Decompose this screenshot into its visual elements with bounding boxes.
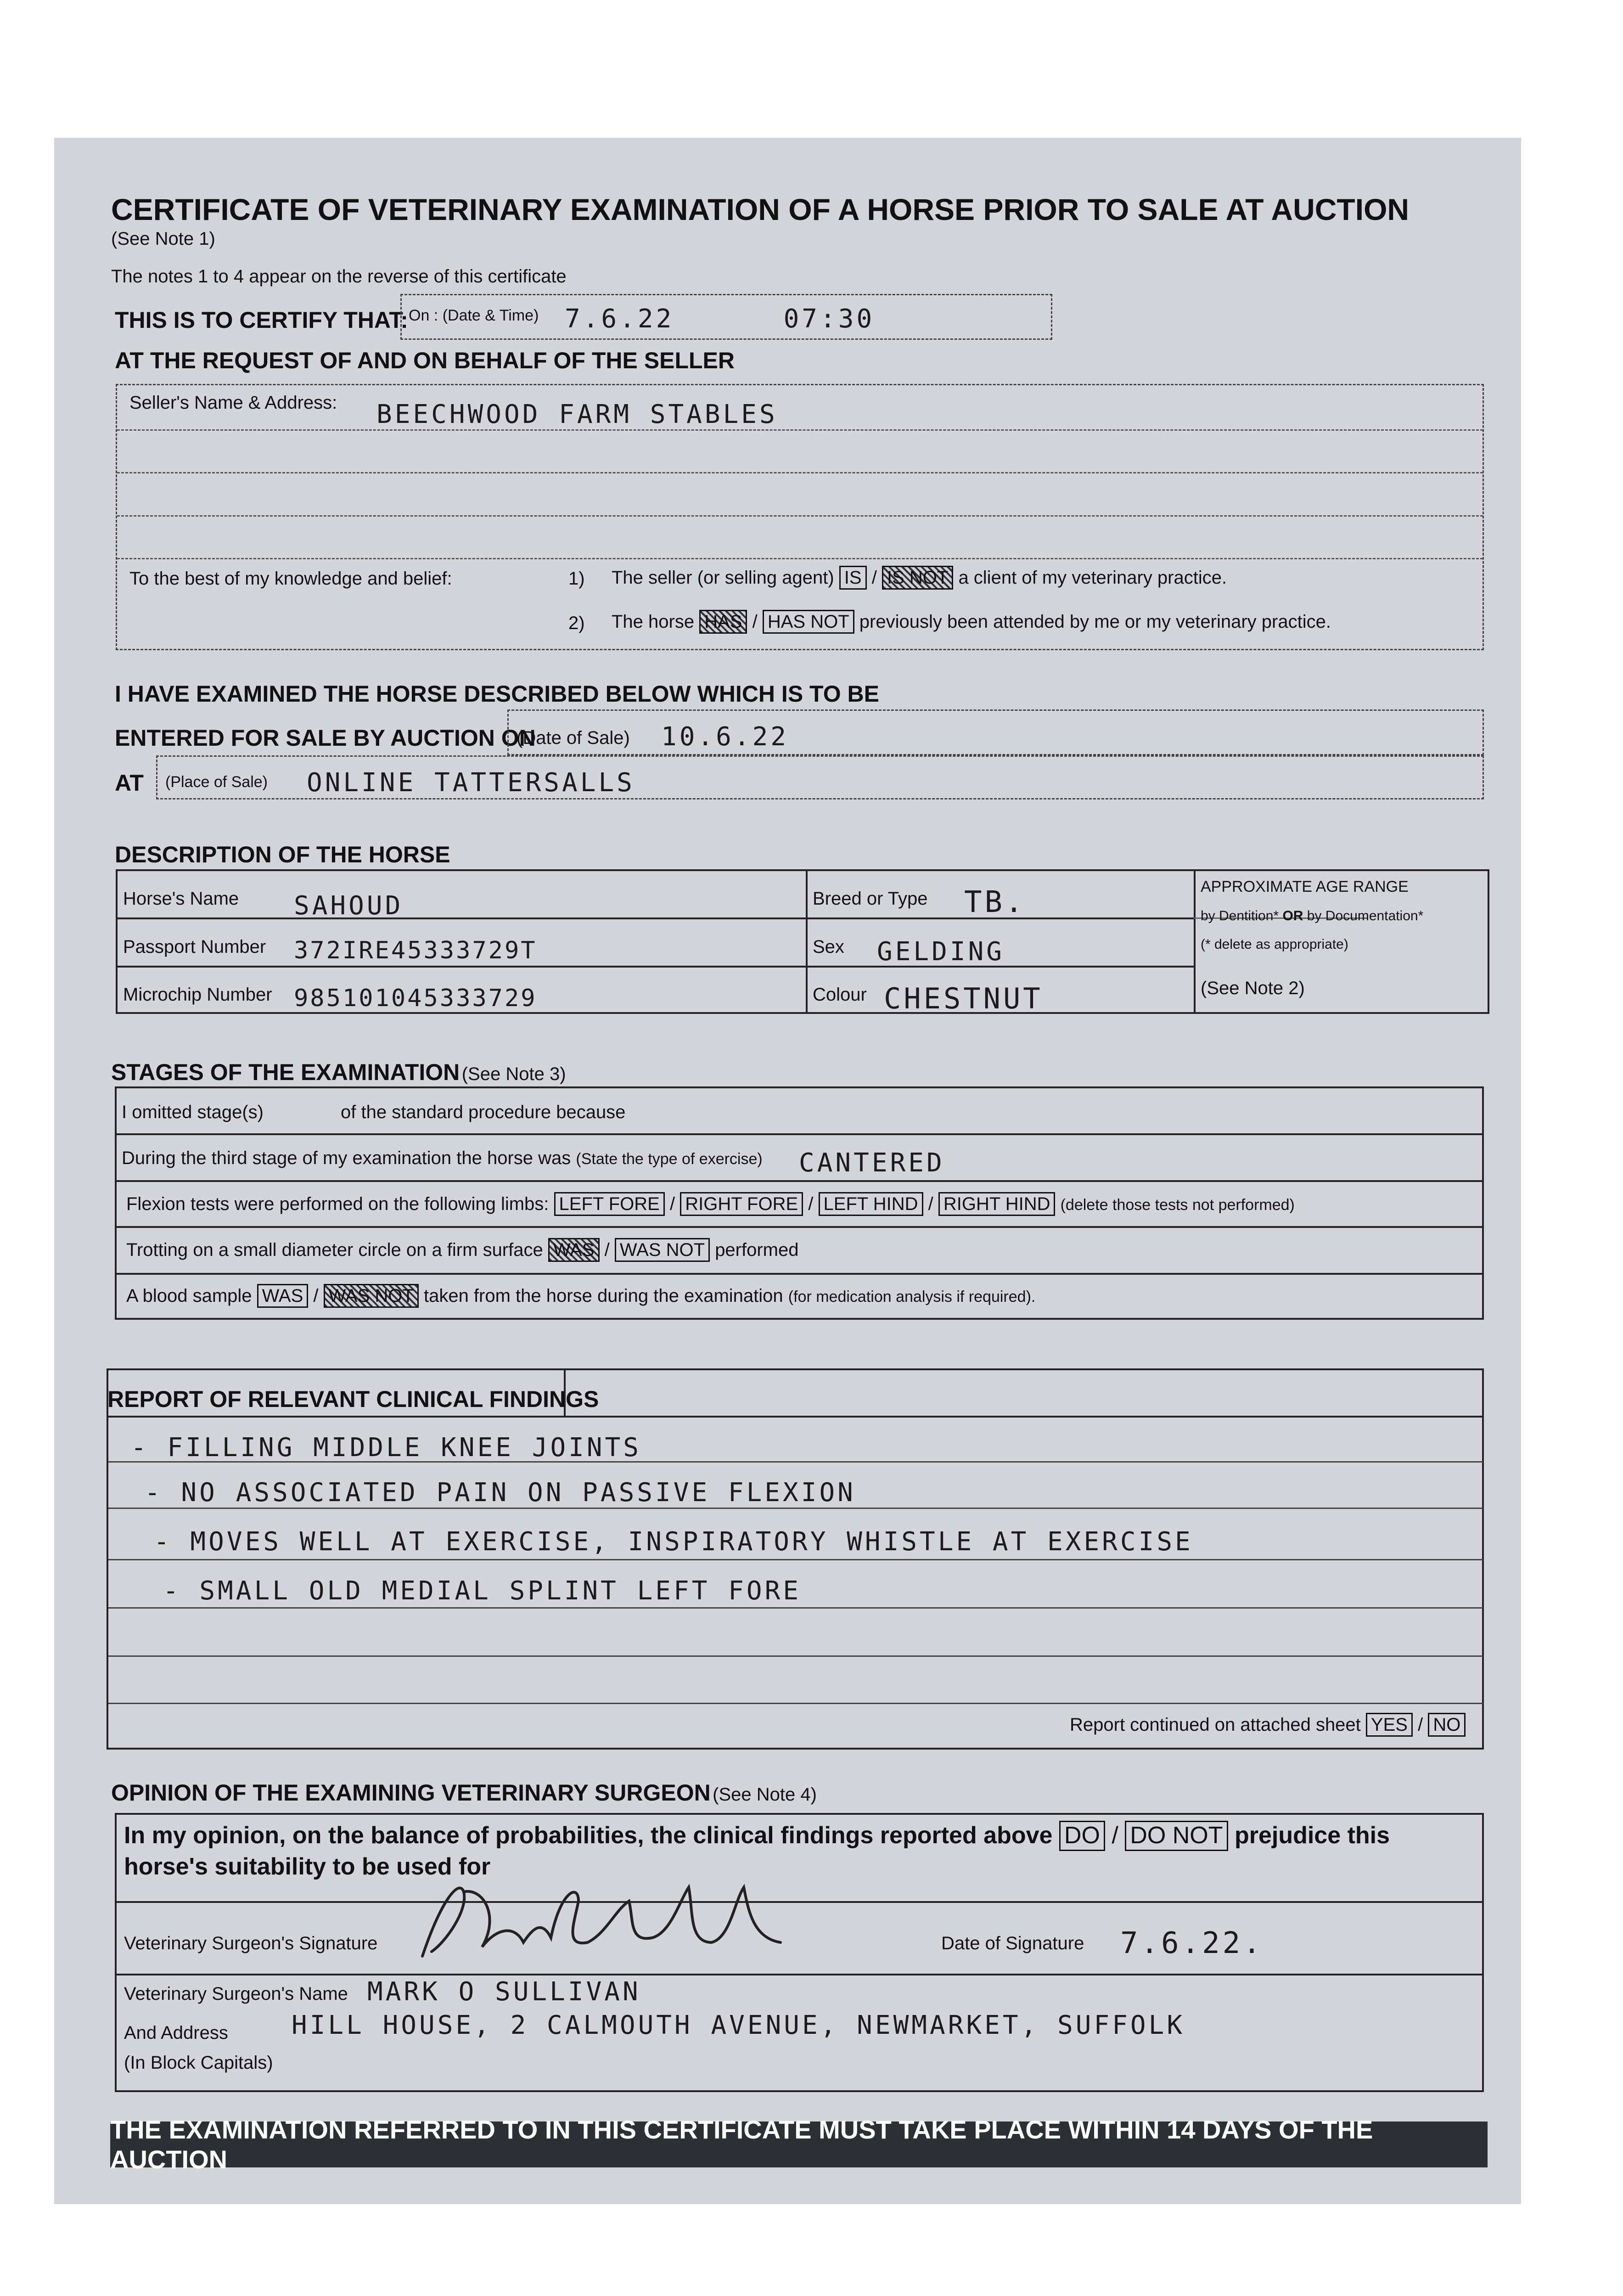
item1-number: 1)	[568, 568, 585, 589]
entered-line: ENTERED FOR SALE BY AUCTION ON	[115, 725, 536, 751]
horse-name-value: SAHOUD	[294, 891, 404, 921]
option-has-struck[interactable]: HAS	[699, 610, 747, 634]
item2-row	[612, 610, 1331, 634]
passport-label: Passport Number	[123, 937, 266, 957]
slash: /	[1112, 1822, 1118, 1849]
opinion-text-b: prejudice this	[1234, 1822, 1390, 1849]
date-time-label: On : (Date & Time)	[409, 307, 539, 324]
third-stage-value: CANTERED	[799, 1148, 945, 1178]
microchip-value: 985101045333729	[294, 985, 537, 1012]
request-line: AT THE REQUEST OF AND ON BEHALF OF THE SELLER	[115, 348, 735, 373]
omitted-label: I omitted stage(s)	[122, 1102, 264, 1122]
opinion-heading-row	[111, 1779, 817, 1806]
examined-line: I HAVE EXAMINED THE HORSE DESCRIBED BELOW WHICH IS TO BE	[115, 681, 879, 707]
omitted-reason-label: of the standard procedure because	[341, 1102, 626, 1122]
blood-hint: (for medication analysis if required).	[788, 1288, 1036, 1306]
report-heading: REPORT OF RELEVANT CLINICAL FINDINGS	[107, 1386, 599, 1412]
report-line-4: - SMALL OLD MEDIAL SPLINT LEFT FORE	[163, 1576, 802, 1606]
footer-banner: THE EXAMINATION REFERRED TO IN THIS CERTIFICATE MUST TAKE PLACE WITHIN 14 DAYS OF THE AUCTION	[110, 2122, 1488, 2167]
report-continued-label: Report continued on attached sheet	[1070, 1715, 1361, 1735]
opinion-do[interactable]: DO	[1059, 1821, 1105, 1851]
age-by-documentation: by Documentation*	[1303, 908, 1424, 923]
block-capitals-note: (In Block Capitals)	[124, 2053, 273, 2073]
trotting-post: performed	[715, 1240, 799, 1260]
slash: /	[669, 1194, 675, 1214]
flexion-row	[126, 1192, 1295, 1216]
colour-label: Colour	[813, 985, 867, 1005]
seller-label: Seller's Name & Address:	[129, 393, 337, 413]
notes-line: The notes 1 to 4 appear on the reverse of this certificate	[111, 266, 567, 287]
sex-label: Sex	[813, 937, 844, 957]
address-label: And Address	[124, 2023, 228, 2043]
report-line-1: - FILLING MIDDLE KNEE JOINTS	[131, 1433, 642, 1463]
knowledge-label: To the best of my knowledge and belief:	[129, 568, 452, 589]
item2-post: previously been attended by me or my veterinary practice.	[859, 612, 1331, 632]
trotting-row	[126, 1238, 799, 1262]
microchip-label: Microchip Number	[123, 985, 272, 1005]
slash: /	[313, 1286, 319, 1306]
sale-date-field[interactable]	[507, 709, 1484, 755]
at-label: AT	[115, 770, 144, 796]
age-or: OR	[1282, 908, 1303, 923]
passport-value: 372IRE45333729T	[294, 937, 537, 964]
slash: /	[604, 1240, 610, 1260]
item2-number: 2)	[568, 613, 585, 633]
sale-date-label: (Date of Sale)	[517, 728, 630, 748]
signature-date-label: Date of Signature	[941, 1933, 1084, 1953]
sex-value: GELDING	[877, 937, 1005, 967]
flexion-left-fore[interactable]: LEFT FORE	[554, 1192, 665, 1216]
item1-post: a client of my veterinary practice.	[958, 568, 1227, 588]
certificate-title: CERTIFICATE OF VETERINARY EXAMINATION OF A HORSE PRIOR TO SALE AT AUCTION	[111, 192, 1410, 226]
blood-was[interactable]: WAS	[257, 1284, 309, 1308]
flexion-left-hind[interactable]: LEFT HIND	[819, 1192, 923, 1216]
flexion-right-fore[interactable]: RIGHT FORE	[680, 1192, 803, 1216]
option-is[interactable]: IS	[839, 566, 867, 590]
opinion-text-a: In my opinion, on the balance of probabilities, the clinical findings reported above	[124, 1822, 1053, 1849]
stages-heading-row	[111, 1059, 566, 1086]
description-heading: DESCRIPTION OF THE HORSE	[115, 842, 450, 867]
blood-label: A blood sample	[126, 1286, 252, 1306]
seller-value: BEECHWOOD FARM STABLES	[376, 400, 778, 429]
colour-value: CHESTNUT	[884, 982, 1043, 1015]
opinion-text-row	[124, 1821, 1390, 1851]
breed-label: Breed or Type	[813, 889, 928, 909]
opinion-text-c: horse's suitability to be used for	[124, 1853, 491, 1880]
report-continued-no[interactable]: NO	[1428, 1713, 1466, 1737]
sale-date-value: 10.6.22	[661, 722, 789, 752]
blood-was-not-struck[interactable]: WAS NOT	[324, 1284, 419, 1308]
report-line-2: - NO ASSOCIATED PAIN ON PASSIVE FLEXION	[145, 1478, 856, 1508]
slash: /	[752, 612, 758, 632]
slash: /	[1418, 1715, 1423, 1735]
age-by-dentition: by Dentition*	[1201, 908, 1283, 923]
date-time-value: 7.6.22 07:30	[565, 304, 875, 334]
opinion-note: (See Note 4)	[713, 1784, 817, 1805]
signature-image	[413, 1874, 790, 1965]
blood-post: taken from the horse during the examination	[423, 1286, 783, 1306]
age-delete-note: (* delete as appropriate)	[1201, 937, 1348, 952]
item2-pre: The horse	[612, 612, 695, 632]
report-continued-yes[interactable]: YES	[1366, 1713, 1413, 1737]
stages-heading: STAGES OF THE EXAMINATION	[111, 1059, 460, 1085]
stages-note: (See Note 3)	[461, 1064, 566, 1084]
item1-row	[612, 566, 1227, 590]
trotting-was-struck[interactable]: WAS	[548, 1238, 600, 1262]
item1-pre: The seller (or selling agent)	[612, 568, 834, 588]
breed-value: TB.	[964, 885, 1026, 919]
age-see-note: (See Note 2)	[1201, 978, 1305, 998]
trotting-label: Trotting on a small diameter circle on a firm surface	[126, 1240, 543, 1260]
report-continued-row	[1070, 1713, 1466, 1737]
certify-label: THIS IS TO CERTIFY THAT:	[115, 307, 408, 333]
slash: /	[808, 1194, 814, 1214]
opinion-do-not[interactable]: DO NOT	[1125, 1821, 1228, 1851]
third-stage-label: During the third stage of my examination the horse was	[122, 1148, 571, 1168]
address-value: HILL HOUSE, 2 CALMOUTH AVENUE, NEWMARKET, SUFFOLK	[292, 2010, 1185, 2040]
surgeon-name-value: MARK O SULLIVAN	[367, 1977, 641, 2007]
blood-row	[126, 1284, 1035, 1308]
sale-place-value: ONLINE TATTERSALLS	[307, 768, 635, 798]
surgeon-name-label: Veterinary Surgeon's Name	[124, 1984, 348, 2004]
slash: /	[928, 1194, 933, 1214]
third-stage-hint: (State the type of exercise)	[576, 1150, 763, 1168]
flexion-right-hind[interactable]: RIGHT HIND	[938, 1192, 1056, 1216]
slash: /	[871, 568, 877, 588]
signature-date-value: 7.6.22.	[1120, 1926, 1264, 1960]
age-title: APPROXIMATE AGE RANGE	[1201, 878, 1409, 895]
signature-label: Veterinary Surgeon's Signature	[124, 1933, 378, 1953]
option-has-not[interactable]: HAS NOT	[763, 610, 854, 634]
opinion-heading: OPINION OF THE EXAMINING VETERINARY SURGEON	[111, 1780, 711, 1806]
horse-name-label: Horse's Name	[123, 889, 239, 909]
see-note-1: (See Note 1)	[111, 229, 215, 249]
trotting-was-not[interactable]: WAS NOT	[615, 1238, 710, 1262]
third-stage-row	[122, 1148, 763, 1169]
sale-place-label: (Place of Sale)	[165, 773, 268, 791]
age-options	[1201, 908, 1423, 924]
option-is-not-struck[interactable]: IS NOT	[882, 566, 953, 590]
flexion-hint: (delete those tests not performed)	[1060, 1196, 1295, 1214]
report-line-3: - MOVES WELL AT EXERCISE, INSPIRATORY WHISTLE AT EXERCISE	[154, 1527, 1193, 1557]
flexion-label: Flexion tests were performed on the following limbs:	[126, 1194, 549, 1214]
